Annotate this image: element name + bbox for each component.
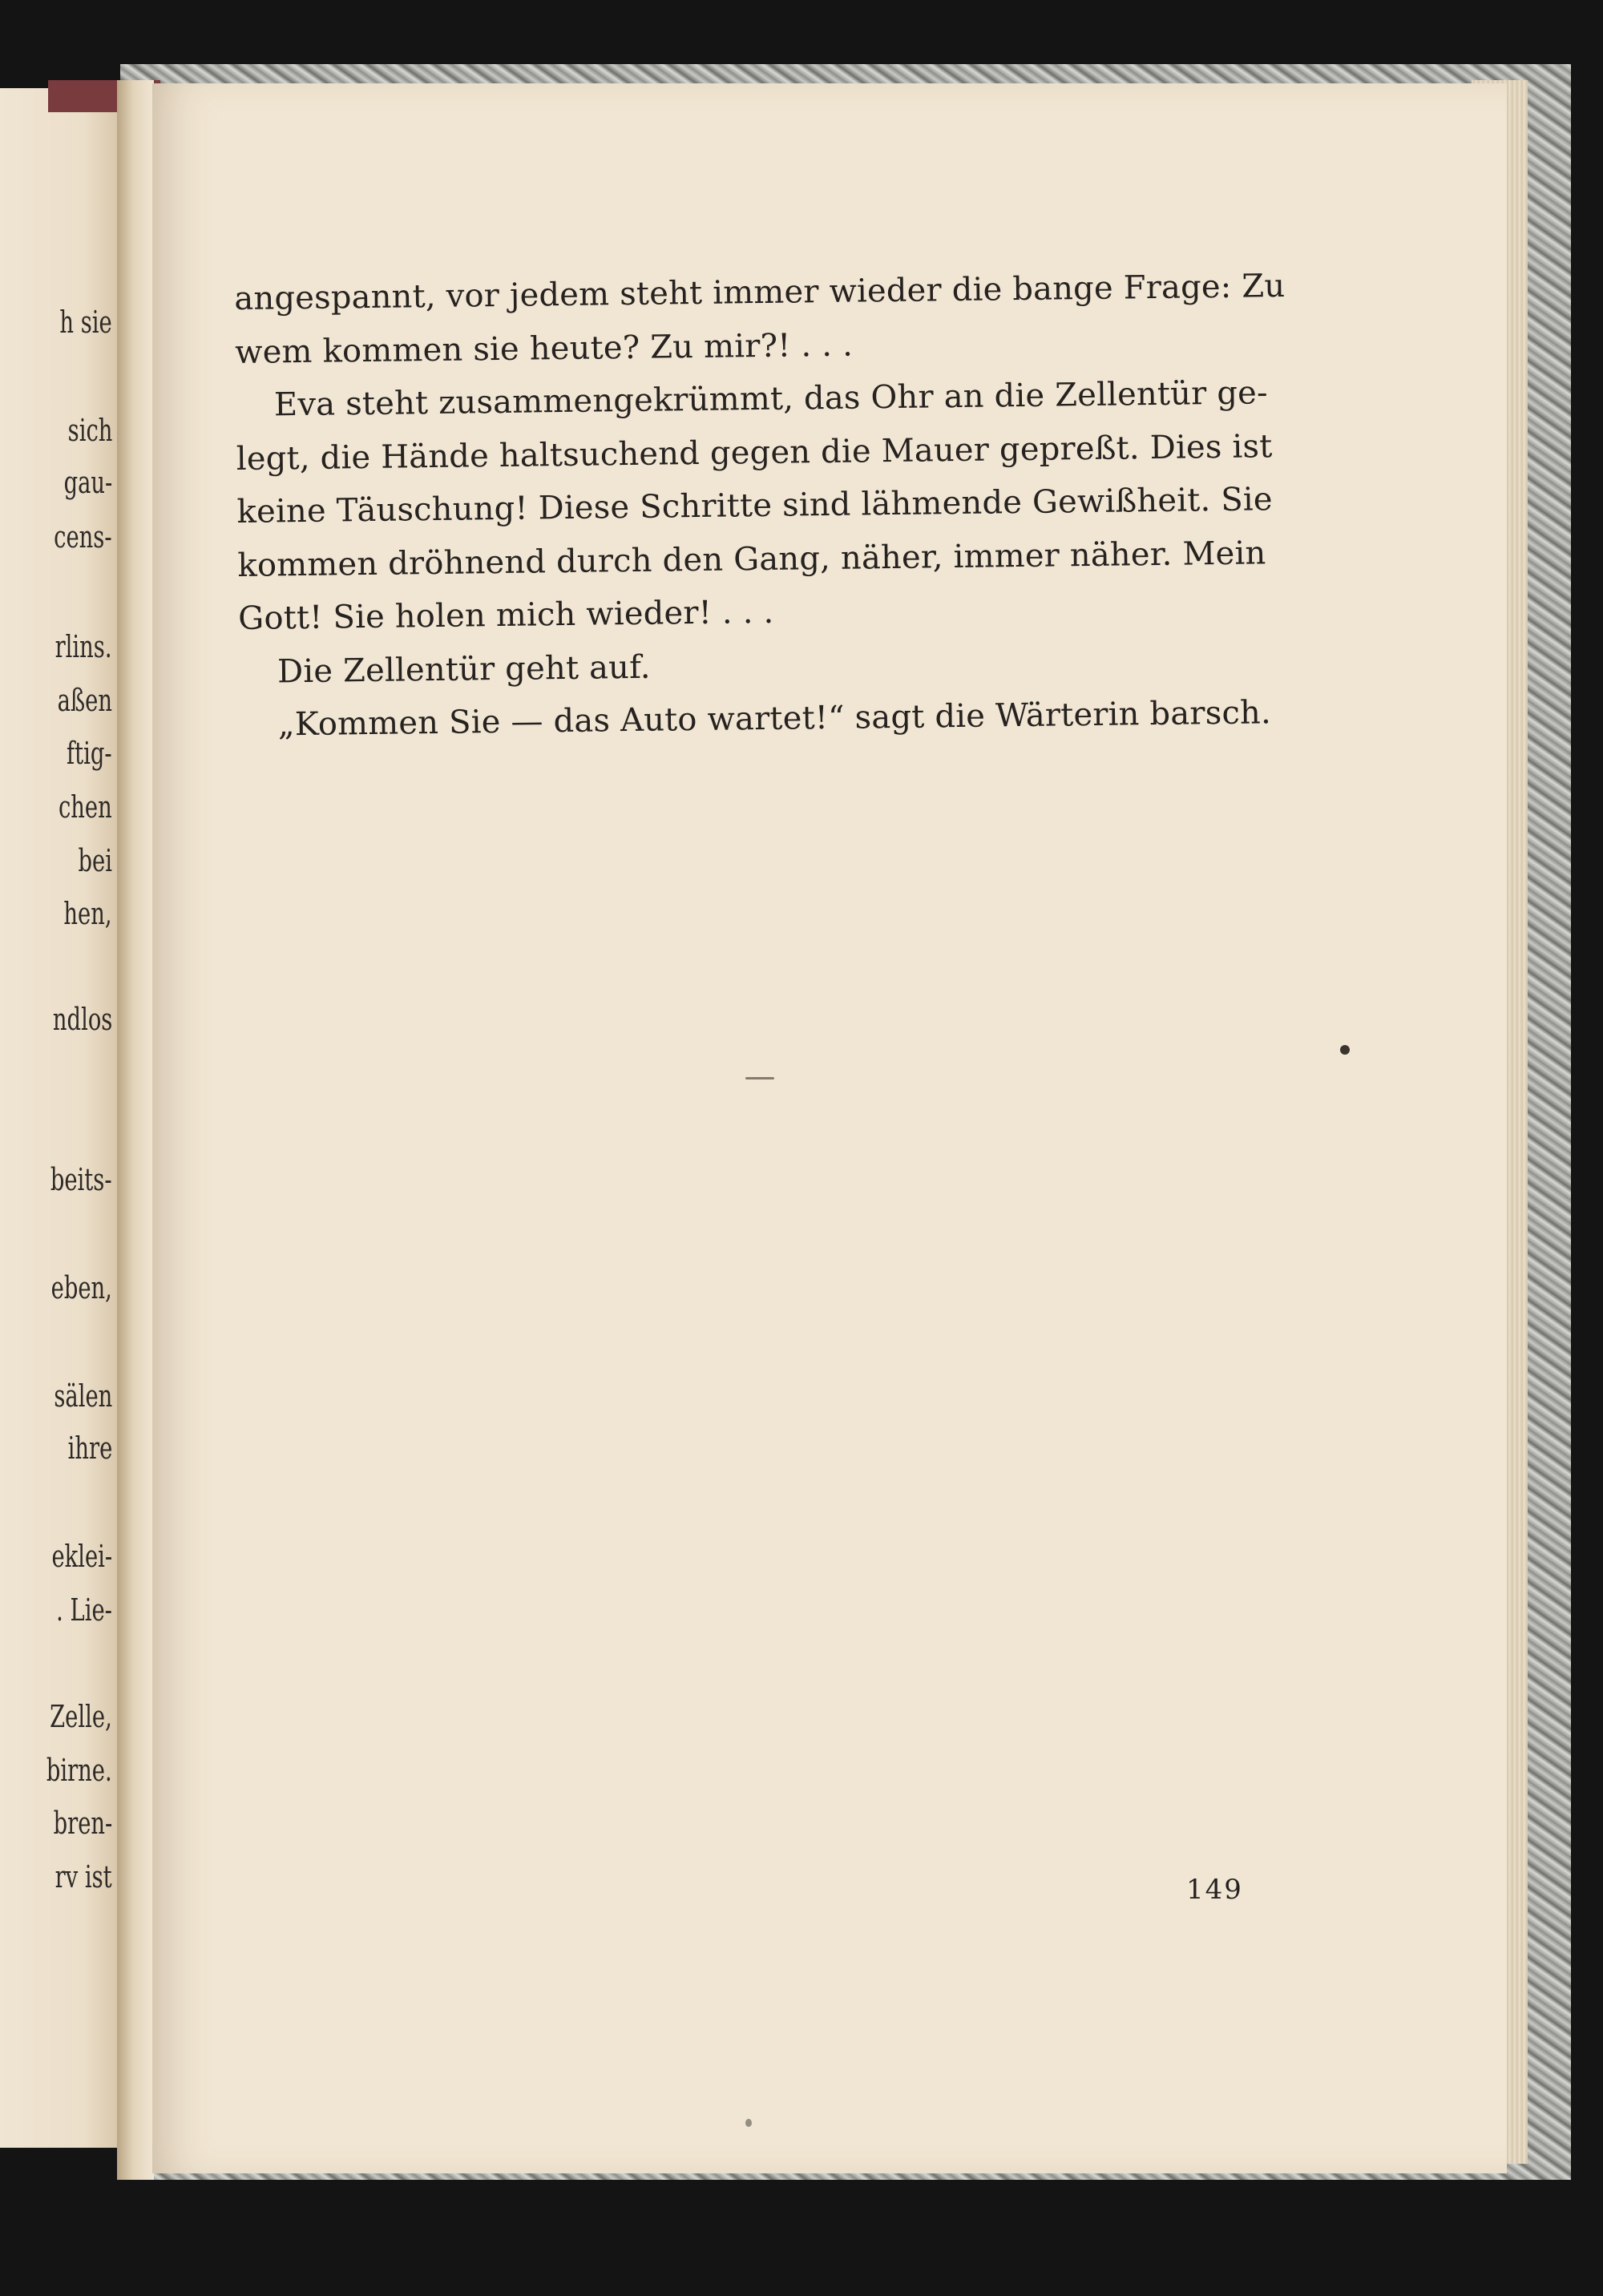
text-line: „Kommen Sie — das Auto wartet!“ sagt die Wärterin barsch. [277,694,1272,744]
text-line: Die Zellentür geht auf. [277,648,651,690]
left-page-fragment: eben, [50,1270,112,1305]
left-page-fragment: sich [67,413,112,448]
left-page-fragment: gau- [63,465,112,500]
left-page-fragment: . Lie- [56,1592,112,1628]
left-page-fragment: chen [59,789,112,825]
left-page-fragment: sälen [54,1378,112,1414]
left-page-fragment: eklei- [51,1539,112,1574]
paper-mark [745,1077,774,1079]
left-page-fragment: hen, [63,896,112,931]
text-line: Gott! Sie holen mich wieder! . . . [237,593,774,637]
left-page-fragment: aßen [57,683,112,718]
left-page-fragment: beits- [50,1162,112,1197]
book-gutter [117,80,154,2180]
left-page-fragment: cens- [54,519,112,555]
left-page-fragment: birne. [46,1753,112,1788]
left-page-fragment: ihre [67,1430,112,1466]
body-text [234,260,1286,753]
text-line: wem kommen sie heute? Zu mir?! . . . [234,326,854,371]
page-number: 149 [1186,1874,1243,1906]
left-page-fragment: ndlos [52,1002,112,1037]
left-page-fragment: Zelle, [50,1699,112,1734]
text-line: legt, die Hände haltsuchend gegen die Mauer gepreßt. Dies ist [236,427,1273,478]
left-page-fragment: rlins. [55,629,112,664]
text-line: angespannt, vor jedem steht immer wieder die bange Frage: Zu [234,267,1286,317]
left-page-fragment: bren- [53,1806,112,1841]
left-page-fragment: ftig- [67,736,112,771]
left-page-fragment: h sie [59,305,112,340]
left-page-fragment: rv ist [55,1859,112,1895]
text-line: Eva steht zusammengekrümmt, das Ohr an die Zellentür ge- [273,374,1269,424]
text-line: kommen dröhnend durch den Gang, näher, immer näher. Mein [237,534,1266,584]
text-line: keine Täuschung! Diese Schritte sind lähmende Gewißheit. Sie [236,481,1274,531]
paper-speck [745,2119,752,2127]
left-page-fragment: bei [78,843,112,878]
paper-speck [1340,1045,1350,1055]
left-page [0,88,119,2148]
